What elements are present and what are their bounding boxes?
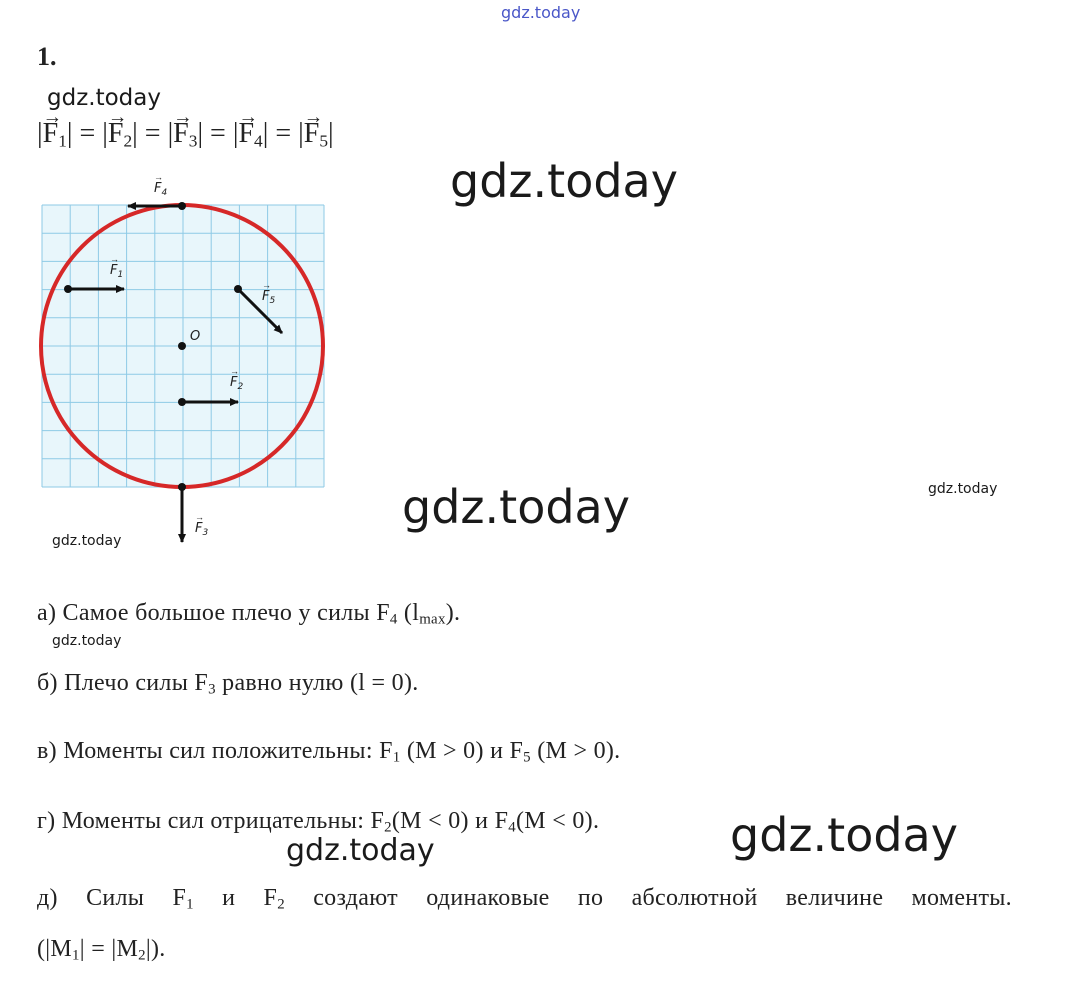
- answer-a-mid: (l: [397, 600, 420, 626]
- force-f2-arrow-mark: →: [230, 366, 239, 376]
- watermark: gdz.today: [52, 533, 122, 549]
- answer-g-text: г) Моменты сил отрицательны: F: [37, 808, 385, 834]
- vector-f: → F: [238, 118, 254, 150]
- answer-d-word: и: [222, 885, 236, 911]
- force-f4-arrow-mark: →: [154, 172, 163, 182]
- answer-a-text: а) Самое большое плечо у силы F: [37, 600, 390, 626]
- force-f1-point: [64, 285, 72, 293]
- watermark: gdz.today: [402, 480, 630, 534]
- subscript: 3: [188, 131, 198, 151]
- center-label: O: [190, 329, 201, 344]
- subscript: 1: [72, 947, 80, 964]
- vector-f: → F: [43, 118, 59, 150]
- answer-v: [37, 738, 620, 767]
- answer-v-suffix: (M > 0).: [530, 738, 621, 764]
- force-f5-label: $F_5$: [262, 289, 276, 306]
- answer-d-word: по: [577, 885, 604, 911]
- vector-f: → F: [304, 118, 320, 150]
- equals-sign: =: [144, 118, 161, 149]
- watermark: gdz.today: [730, 808, 958, 862]
- equals-sign: =: [275, 118, 292, 149]
- answer-v-mid: (M > 0) и F: [400, 738, 524, 764]
- answer-d-word: одинаковые: [426, 885, 550, 911]
- subscript: 2: [138, 947, 146, 964]
- answer-d-line2: [37, 936, 166, 965]
- answer-a: [37, 600, 460, 629]
- answer-d-force: $F_2$: [263, 885, 285, 913]
- answer-d-word: абсолютной: [631, 885, 758, 911]
- force-diagram: [32, 170, 342, 550]
- force-f4-label: $F_4$: [154, 181, 168, 198]
- watermark: gdz.today: [450, 154, 678, 208]
- force-f4-point: [178, 202, 186, 210]
- force-f5-arrow-mark: →: [262, 280, 271, 290]
- answer-d-line2-suffix: |).: [145, 936, 166, 962]
- answer-d-word: Силы: [86, 885, 145, 911]
- subscript: 1: [392, 749, 401, 766]
- answer-a-suffix: ).: [445, 600, 461, 626]
- answer-d-line2-mid: | = |M: [79, 936, 139, 962]
- force-equality: |→ $F_1|$ = |→ $F_2|$ = |→ $F_3|$ = |→ $F_4|$ = |→ $F_5|$: [37, 118, 334, 151]
- subscript: 1: [186, 896, 194, 913]
- subscript: 4: [508, 819, 516, 836]
- subscript: 4: [254, 131, 263, 151]
- watermark: gdz.today: [47, 85, 161, 111]
- subscript: 4: [389, 611, 398, 628]
- force-f3-arrow-mark: →: [195, 512, 204, 522]
- answer-d-word: величине: [785, 885, 884, 911]
- vector-f: → F: [173, 118, 189, 150]
- answer-d-force: $F_1$: [172, 885, 194, 913]
- watermark: gdz.today: [928, 481, 998, 497]
- subscript: 3: [208, 681, 216, 698]
- answer-b-text: б) Плечо силы F: [37, 670, 209, 696]
- subscript: max: [419, 611, 446, 628]
- subscript: 2: [277, 896, 285, 913]
- subscript: 5: [319, 131, 328, 151]
- force-f3-label: $F_3$: [195, 521, 209, 538]
- force-f2-point: [178, 398, 186, 406]
- answer-d-line1: [37, 885, 1012, 914]
- answer-d-line2-prefix: (|M: [37, 936, 73, 962]
- subscript: 5: [523, 749, 531, 766]
- answer-g-suffix: (M < 0).: [515, 808, 600, 834]
- vector-f: → F: [108, 118, 124, 150]
- answer-d-word: моменты.: [911, 885, 1012, 911]
- answer-v-text: в) Моменты сил положительны: F: [37, 738, 393, 764]
- force-f5-point: [234, 285, 242, 293]
- subscript: 1: [58, 131, 67, 151]
- answer-g: [37, 808, 599, 837]
- force-f2-label: $F_2$: [230, 375, 244, 392]
- subscript: 2: [384, 819, 392, 836]
- force-f3-point: [178, 483, 186, 491]
- subscript: 2: [123, 131, 133, 151]
- center-point: [178, 342, 186, 350]
- answer-g-mid: (M < 0) и F: [391, 808, 509, 834]
- answer-b-suffix: равно нулю (l = 0).: [215, 670, 419, 696]
- answer-d-word: создают: [313, 885, 398, 911]
- problem-number: 1.: [37, 42, 57, 71]
- force-f1-label: $F_1$: [110, 263, 124, 280]
- equals-sign: =: [79, 118, 96, 149]
- watermark: gdz.today: [286, 833, 435, 868]
- equals-sign: =: [210, 118, 226, 149]
- watermark-top-link[interactable]: gdz.today: [501, 3, 581, 22]
- force-f1-arrow-mark: →: [110, 254, 119, 264]
- watermark: gdz.today: [52, 633, 122, 649]
- answer-d-word: д): [37, 885, 58, 911]
- answer-b: [37, 670, 419, 699]
